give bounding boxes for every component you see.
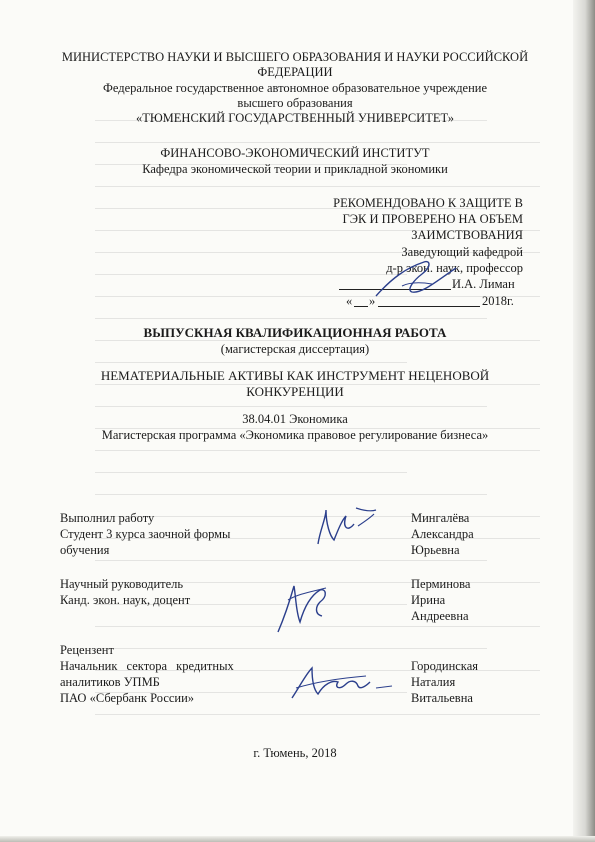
program-name: Магистерская программа «Экономика правовое регулирование бизнеса»	[101, 428, 489, 442]
approval-date-open: «	[346, 294, 353, 308]
page-edge-shadow	[573, 0, 595, 842]
author-name: Александра	[411, 527, 474, 541]
author-signature-icon	[312, 500, 382, 554]
approval-line-2: ГЭК И ПРОВЕРЕНО НА ОБЪЕМ	[342, 212, 523, 226]
date-day-line	[354, 306, 368, 307]
topic-line-2: КОНКУРЕНЦИИ	[246, 384, 344, 399]
reviewer-label-4: ПАО «Сбербанк России»	[60, 691, 195, 705]
topic-line-1: НЕМАТЕРИАЛЬНЫЕ АКТИВЫ КАК ИНСТРУМЕНТ НЕЦЕНОВОЙ	[100, 368, 490, 383]
approval-line-3: ЗАИМСТВОВАНИЯ	[411, 228, 523, 242]
ministry-heading	[60, 50, 530, 79]
author-surname: Мингалёва	[411, 511, 470, 525]
work-type: ВЫПУСКНАЯ КВАЛИФИКАЦИОННАЯ РАБОТА	[143, 325, 447, 340]
reviewer-patronymic: Витальевна	[411, 691, 473, 705]
approval-date-close: »	[369, 294, 376, 308]
page-bottom-edge	[0, 836, 595, 842]
supervisor-patronymic: Андреевна	[411, 609, 469, 623]
reviewer-surname: Городинская	[411, 659, 478, 673]
reviewer-label-3: аналитиков УПМБ	[60, 675, 160, 689]
supervisor-name: Ирина	[411, 593, 446, 607]
approval-degree: д-р экон. наук, профессор	[386, 261, 523, 275]
institute-name: ФИНАНСОВО-ЭКОНОМИЧЕСКИЙ ИНСТИТУТ	[160, 146, 430, 160]
reviewer-label-2: Начальник сектора кредитных	[60, 659, 234, 673]
university-name: «ТЮМЕНСКИЙ ГОСУДАРСТВЕННЫЙ УНИВЕРСИТЕТ»	[135, 111, 455, 125]
date-month-line	[378, 306, 480, 307]
supervisor-signature-icon	[270, 578, 340, 636]
reviewer-signature-icon	[286, 660, 398, 704]
supervisor-surname: Перминова	[411, 577, 471, 591]
approval-role: Заведующий кафедрой	[401, 245, 523, 259]
approval-line-1: РЕКОМЕНДОВАНО К ЗАЩИТЕ В	[333, 196, 523, 210]
head-signature-icon	[372, 256, 462, 302]
author-label-1: Выполнил работу	[60, 511, 155, 525]
approval-year: 2018г.	[482, 294, 514, 308]
approval-name: И.А. Лиман	[452, 277, 515, 291]
author-patronymic: Юрьевна	[411, 543, 460, 557]
place-year: г. Тюмень, 2018	[253, 746, 337, 760]
supervisor-label-2: Канд. экон. наук, доцент	[60, 593, 191, 607]
supervisor-label-1: Научный руководитель	[60, 577, 184, 591]
ministry-text: МИНИСТЕРСТВО НАУКИ И ВЫСШЕГО ОБРАЗОВАНИЯ И НАУКИ РОССИЙСКОЙ ФЕДЕРАЦИИ	[61, 50, 529, 79]
work-subtype: (магистерская диссертация)	[220, 342, 370, 356]
reviewer-label-1: Рецензент	[60, 643, 114, 657]
program-code: 38.04.01 Экономика	[242, 412, 348, 426]
reviewer-name: Наталия	[411, 675, 456, 689]
department-name: Кафедра экономической теории и прикладной экономики	[142, 162, 448, 176]
institution-line-1: Федеральное государственное автономное образовательное учреждение	[102, 81, 488, 95]
author-label-2: Студент 3 курса заочной формы	[60, 527, 231, 541]
institution-line-2: высшего образования	[237, 96, 353, 110]
author-label-3: обучения	[60, 543, 110, 557]
